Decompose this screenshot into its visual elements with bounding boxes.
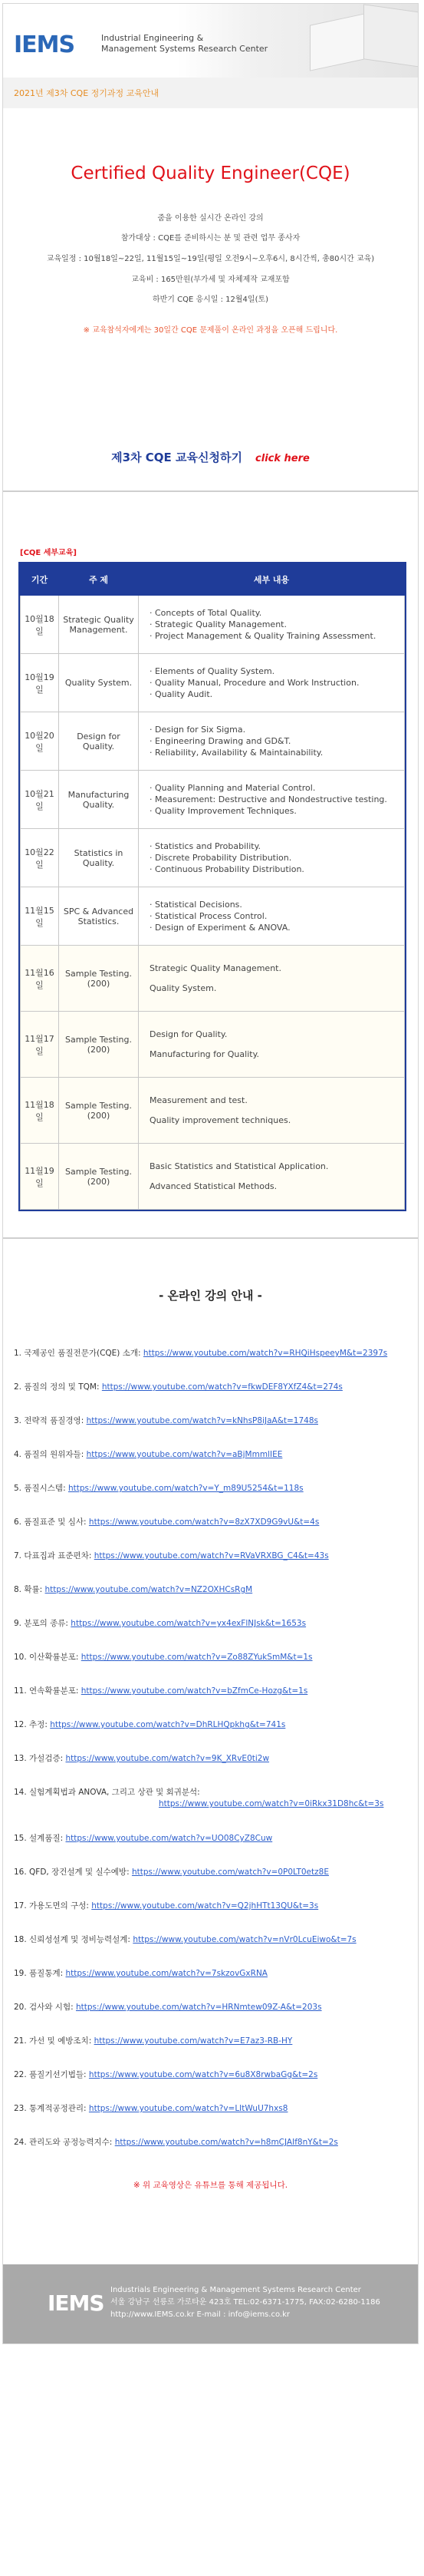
newsletter-page [2,3,419,2344]
footer-logo: IEMS [48,2290,104,2316]
apply-click-here-link[interactable]: click here [255,453,310,464]
iems-logo: IEMS [14,31,75,58]
lecture-link[interactable]: https://www.youtube.com/watch?v=aBjMmmlIEE [86,1450,283,1459]
row-date: 10월18일 [21,596,59,654]
row-details [139,596,405,654]
row-topic: SPC & Advanced Statistics. [59,887,139,946]
lecture-link[interactable]: https://www.youtube.com/watch?v=yx4exFlNJsk&t=1653s [71,1619,307,1628]
lecture-link[interactable]: https://www.youtube.com/watch?v=0iRkx31D8hc&t=3s [159,1799,384,1808]
lecture-item [14,1866,416,1878]
intro-line: 교육일정 : 10월18일~22일, 11월15일~19일(평일 오전9시~오후6시, 8시간씩, 총80시간 교육) [46,255,375,263]
detail-item: Basic Statistics and Statistical Application. [150,1161,329,1171]
detail-item: · Quality Improvement Techniques. [150,806,297,816]
intro-line: 참가대상 : CQE를 준비하시는 분 및 관련 업무 종사자 [120,234,301,243]
lecture-link[interactable]: https://www.youtube.com/watch?v=bZfmCe-Hozg&t=1s [81,1686,308,1696]
lecture-label: 20. 검사와 시험: [14,2003,74,2012]
lecture-item [14,1832,416,1844]
row-topic: Manufacturing Quality. [59,771,139,829]
row-date: 10월20일 [21,712,59,771]
lecture-label: 5. 품질시스템: [14,1484,66,1493]
lecture-link[interactable]: https://www.youtube.com/watch?v=E7az3-RB-HY [94,2036,293,2046]
table-row [21,712,405,771]
lecture-label: 22. 품질기선기법들: [14,2070,87,2079]
table-row [21,946,405,1012]
lecture-label: 19. 품질통계: [14,1969,64,1978]
lecture-item [14,1900,416,1911]
detail-item: Design for Quality. [150,1029,228,1039]
lecture-item [14,1415,416,1426]
table-row [21,887,405,946]
lecture-item [14,1482,416,1494]
header-topic: 주 제 [59,564,139,596]
lecture-label: 14. 실험계획법과 ANOVA, 그리고 상관 및 회귀분석: [14,1788,200,1797]
row-date: 11월18일 [21,1078,59,1144]
table-row [21,1144,405,1210]
row-details [139,887,405,946]
lecture-label: 7. 다표집과 표준편차: [14,1551,92,1560]
detail-item: · Quality Manual, Procedure and Work Instruction. [150,678,360,688]
lecture-label: 21. 가선 및 예방조치: [14,2036,92,2046]
lecture-item [14,1719,416,1730]
lecture-label: 23. 통계적공정관리: [14,2104,87,2113]
row-topic: Strategic Quality Management. [59,596,139,654]
apply-label: 제3차 CQE 교육신청하기 [111,451,242,464]
row-details [139,1078,405,1144]
online-footnote: ※ 위 교육영상은 유튜브를 통해 제공됩니다. [133,2181,288,2190]
divider [3,1237,418,1239]
detail-item: · Design of Experiment & ANOVA. [150,923,291,933]
lecture-item [14,1651,416,1663]
ribbon-text: 2021년 제3차 CQE 정기과정 교육안내 [14,88,159,98]
footer-org-name: Industrials Engineering & Management Systems Research Center [110,2286,361,2294]
lecture-item [14,1550,416,1561]
lecture-item [14,2069,416,2080]
intro-line: 줌을 이용한 실시간 온라인 강의 [157,214,264,223]
lecture-link[interactable]: https://www.youtube.com/watch?v=7skzovGxRNA [65,1969,268,1978]
lecture-label: 4. 품질의 원위자들: [14,1450,84,1459]
lecture-link[interactable]: https://www.youtube.com/watch?v=RHQiHspeeyM&t=2397s [143,1349,388,1358]
lecture-item [14,1967,416,1979]
lecture-link[interactable]: https://www.youtube.com/watch?v=DhRLHQpkhg&t=741s [50,1720,286,1729]
section-label: [CQE 세부교육] [20,549,77,557]
lecture-label: 8. 확률: [14,1585,43,1594]
footer [3,2264,418,2343]
course-ribbon [3,78,418,108]
lecture-item [14,1448,416,1460]
lecture-link[interactable]: https://www.youtube.com/watch?v=UO08CyZ8Cuw [65,1834,273,1843]
lecture-label: 12. 추정: [14,1720,48,1729]
lecture-label: 24. 관리도와 공정능력지수: [14,2138,113,2147]
lecture-label: 10. 이산확률분포: [14,1653,79,1662]
row-details [139,712,405,771]
row-details [139,1012,405,1078]
lecture-link[interactable]: https://www.youtube.com/watch?v=h8mCJAIf8nY&t=2s [114,2138,338,2147]
detail-item: Advanced Statistical Methods. [150,1181,278,1191]
lecture-link[interactable]: https://www.youtube.com/watch?v=LItWuU7hxs8 [88,2104,288,2113]
row-topic: Design for Quality. [59,712,139,771]
lecture-item [14,1934,416,1945]
detail-item: · Statistical Decisions. [150,900,242,910]
table-row [21,654,405,712]
lecture-item [14,2136,416,2148]
lecture-link[interactable]: https://www.youtube.com/watch?v=6u8X8rwbaGg&t=2s [88,2070,318,2079]
org-name-line1: Industrial Engineering & [101,33,204,43]
detail-item: · Elements of Quality System. [150,666,275,676]
lecture-label: 6. 품질표준 및 심사: [14,1518,87,1527]
row-date: 10월22일 [21,829,59,887]
detail-item: Manufacturing for Quality. [150,1049,260,1059]
header-date: 기간 [21,564,59,596]
lecture-label: 11. 연속확률분포: [14,1686,79,1696]
detail-item: · Concepts of Total Quality. [150,608,262,618]
row-date: 10월21일 [21,771,59,829]
lecture-item [14,1617,416,1629]
intro-line: 하반기 CQE 응시일 : 12월4일(토) [152,296,269,304]
row-topic: Sample Testing. (200) [59,1144,139,1210]
detail-item: · Measurement: Destructive and Nondestructive testing. [150,794,387,804]
table-row [21,596,405,654]
lecture-item [14,1516,416,1527]
row-topic: Sample Testing. (200) [59,1012,139,1078]
lecture-item [14,1752,416,1764]
row-topic: Quality System. [59,654,139,712]
detail-item: Quality System. [150,983,217,993]
detail-item: · Statistical Process Control. [150,911,268,921]
detail-item: · Continuous Probability Distribution. [150,864,304,874]
notice-text: ※ 교육참석자에게는 30일간 CQE 문제풀이 온라인 과정을 오픈해 드립니다. [83,326,338,335]
lecture-label: 16. QFD, 장건설계 및 실수예방: [14,1868,130,1877]
header-details: 세부 내용 [139,564,405,596]
lecture-label: 13. 가설검증: [14,1754,64,1763]
lecture-item [14,1381,416,1392]
lecture-link[interactable]: https://www.youtube.com/watch?v=8zX7XD9G9vU&t=4s [88,1518,320,1527]
schedule-table [18,562,406,1211]
row-date: 11월17일 [21,1012,59,1078]
lecture-link[interactable]: https://www.youtube.com/watch?v=nVr0LcuEiwo&t=7s [133,1935,357,1944]
row-details [139,829,405,887]
row-topic: Statistics in Quality. [59,829,139,887]
detail-item: · Engineering Drawing and GD&T. [150,736,291,746]
table-row [21,829,405,887]
detail-item: · Statistics and Probability. [150,841,261,851]
footer-web-email: http://www.IEMS.co.kr E-mail : info@iems.co.kr [110,2310,290,2319]
lecture-link[interactable]: https://www.youtube.com/watch?v=NZ2OXHCsRgM [44,1585,253,1594]
detail-item: · Strategic Quality Management. [150,619,287,629]
lecture-link[interactable]: https://www.youtube.com/watch?v=fkwDEF8YXfZ4&t=274s [101,1382,343,1392]
lecture-item [14,1685,416,1696]
online-lectures-title: - 온라인 강의 안내 - [159,1289,262,1303]
lecture-label: 9. 분포의 종류: [14,1619,68,1628]
lecture-label: 1. 국제공인 품질전문가(CQE) 소개: [14,1349,141,1358]
lecture-label: 18. 신뢰성설계 및 정비능력설계: [14,1935,130,1944]
apply-section [3,449,418,465]
lecture-item [14,1786,416,1798]
row-topic: Sample Testing. (200) [59,1078,139,1144]
lecture-item [14,1347,416,1359]
lecture-link[interactable]: https://www.youtube.com/watch?v=Y_m89U5254&t=118s [67,1484,304,1493]
row-date: 10월19일 [21,654,59,712]
table-row [21,1012,405,1078]
detail-item: · Reliability, Availability & Maintainability. [150,748,324,758]
detail-item: Measurement and test. [150,1095,248,1105]
row-topic: Sample Testing. (200) [59,946,139,1012]
lecture-item [14,2001,416,2013]
detail-item: · Design for Six Sigma. [150,725,246,735]
decorative-photo [310,13,365,71]
footer-contact [110,2284,380,2321]
lecture-link[interactable]: https://www.youtube.com/watch?v=Q2jhHTt13QU&t=3s [91,1901,319,1911]
lecture-link[interactable]: https://www.youtube.com/watch?v=RVaVRXBG_C4&t=43s [94,1551,329,1560]
org-name-line2: Management Systems Research Center [101,44,268,54]
lecture-label: 3. 전략적 품질경영: [14,1416,84,1425]
lecture-link[interactable]: https://www.youtube.com/watch?v=kNhsP8iJaA&t=1748s [86,1416,318,1425]
detail-item: · Discrete Probability Distribution. [150,853,292,863]
lecture-label: 17. 가용도면의 구성: [14,1901,89,1911]
row-details [139,946,405,1012]
lecture-link[interactable]: https://www.youtube.com/watch?v=HRNmtew09Z-A&t=203s [75,2003,322,2012]
decorative-photo [363,4,418,68]
detail-item: Strategic Quality Management. [150,963,281,973]
row-details [139,1144,405,1210]
detail-item: · Quality Audit. [150,689,213,699]
row-date: 11월16일 [21,946,59,1012]
lecture-label: 15. 설계품질: [14,1834,64,1843]
detail-item: · Quality Planning and Material Control. [150,783,316,793]
header-banner [3,4,418,78]
row-details [139,654,405,712]
course-title: Certified Quality Engineer(CQE) [71,163,350,183]
lecture-link[interactable]: https://www.youtube.com/watch?v=9K_XRvE0ti2w [65,1754,270,1763]
lecture-item [14,2035,416,2046]
divider [3,490,418,492]
lecture-item [14,2102,416,2114]
lecture-label: 2. 품질의 정의 및 TQM: [14,1382,100,1392]
detail-item: Quality improvement techniques. [150,1115,291,1125]
row-details [139,771,405,829]
table-row [21,1078,405,1144]
table-header-row [21,564,405,596]
table-row [21,771,405,829]
lecture-link[interactable]: https://www.youtube.com/watch?v=Zo88ZYukSmM&t=1s [81,1653,313,1662]
org-name [101,33,268,54]
intro-line: 교육비 : 165만원(부가세 및 자체제작 교재포함 [131,276,290,284]
detail-item: · Project Management & Quality Training Assessment. [150,631,376,641]
lecture-item [14,1584,416,1595]
row-date: 11월15일 [21,887,59,946]
footer-address: 서울 강남구 선릉로 가로타운 423호 TEL:02-6371-1775, FAX:02-6280-1186 [110,2298,380,2307]
lecture-link[interactable]: https://www.youtube.com/watch?v=0P0LT0etz8E [131,1868,329,1877]
row-date: 11월19일 [21,1144,59,1210]
